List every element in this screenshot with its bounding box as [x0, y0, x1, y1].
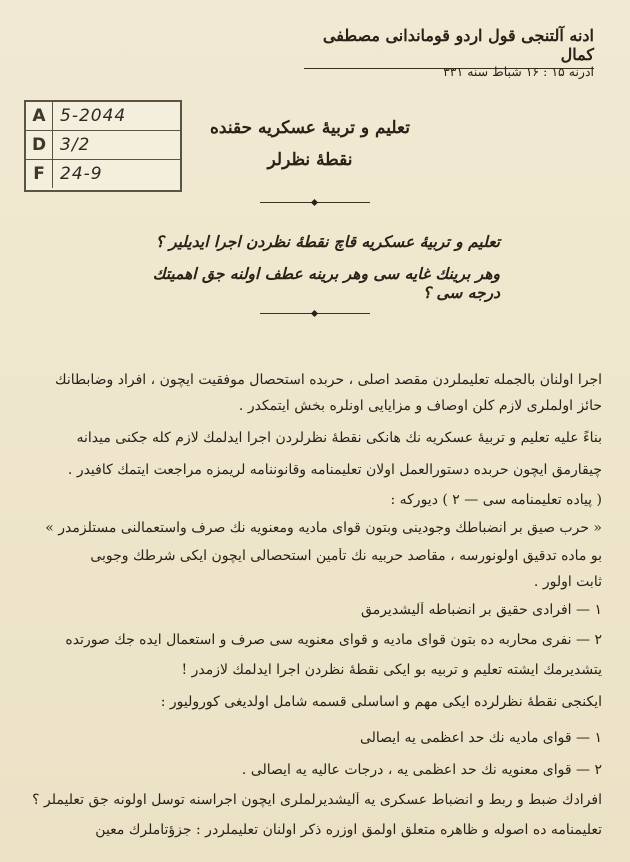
- stamp-row: [26, 160, 180, 188]
- body-line: ۱ — افرادی حقیق بر انضباطه آلیشدیرمق: [361, 602, 602, 618]
- body-line: ( پیاده تعلیمنامه سی — ۲ ) دیورکه :: [390, 492, 602, 508]
- body-line: اجرا اولنان بالجمله تعلیملردن مقصد اصلی ، حربده استحصال موفقیت ایچون ، افراد وضابطانك: [55, 372, 602, 388]
- body-line: ۱ — قوای مادیه نك حد اعظمی یه ایصالی: [359, 730, 602, 746]
- body-line: ثابت اولور .: [533, 574, 602, 590]
- document-subtitle: نقطهٔ نظرلر: [267, 150, 353, 170]
- body-line: « حرب صیق بر انضباطك وجودینی وبتون قوای مادیه ومعنویه نك صرف واستعمالنی مستلزمدر »: [45, 520, 602, 536]
- body-line: ۲ — قوای معنویه نك حد اعظمی یه ، درجات عالیه یه ایصالی .: [241, 762, 602, 778]
- stamp-row: [26, 102, 180, 131]
- stamp-value: 24-9: [60, 164, 103, 184]
- stamp-letter: A: [26, 102, 53, 130]
- question-line: تعلیم و تربیهٔ عسکریه قاچ نقطهٔ نظردن اجرا ایدیلیر ؟: [155, 232, 500, 251]
- stamp-row: [26, 131, 180, 160]
- ornamental-divider: [260, 200, 370, 206]
- body-line: بو ماده تدقیق اولونورسه ، مقاصد حربیه نك تأمین استحصالی ایچون ایکی شرطك وجوبی: [90, 548, 602, 564]
- ornamental-divider: [260, 311, 370, 317]
- body-line: بناءً علیه تعلیم و تربیهٔ عسکریه نك هانکی نقطهٔ نظرلردن اجرا ایدلمك لازم کله جکنی میدانه: [76, 430, 602, 446]
- body-line: افرادك ضبط و ربط و انضباط عسکری یه آلیشدیرلملری ایچون اجراسنه توسل اولونه جق تعلیملر ؟: [32, 792, 602, 808]
- document-title: تعلیم و تربیهٔ عسکریه حقنده: [210, 118, 410, 138]
- stamp-value: 3/2: [60, 135, 91, 155]
- body-line: چیقارمق ایچون حربده دستورالعمل اولان تعلیمنامه وقانوننامه لریمزه مراجعت ایتمك کافیدر .: [67, 462, 602, 478]
- body-line: یتشدیرمك ایشته تعلیم و تربیه بو ایکی نقطهٔ نظردن اجرا ایدلمك لازمدر !: [181, 662, 602, 678]
- header-date: ادرنه ۱۵ : ۱۶ شباط سنه ۳۳۱: [443, 64, 594, 79]
- header-title: ادنه آلتنجی قول اردو قوماندانی مصطفی کمال: [304, 26, 594, 69]
- question-line: وهر برینك غایه سی وهر برینه عطف اولنه جق اهمیتك درجه سی ؟: [152, 264, 500, 302]
- stamp-letter: D: [26, 131, 53, 159]
- body-line: تعلیمنامه ده اصوله و ظاهره متعلق اولمق اوزره ذکر اولنان تعلیملردر : جزؤتاملرك معین: [95, 822, 602, 838]
- body-line: حائز اولملری لازم کلن اوصاف و مزایایی اونلره بخش ایتمکدر .: [238, 398, 602, 414]
- body-line: ایکنجی نقطهٔ نظرلرده ایکی مهم و اساسلی قسمه شامل اولدیغی کوروليور :: [160, 694, 602, 710]
- stamp-value: 5-2044: [60, 106, 127, 126]
- archive-stamp: [24, 100, 182, 192]
- body-line: ۲ — نفری محاربه ده بتون قوای مادیه و قوای معنویه سی صرف و استعمال ایده جك صورتده: [65, 632, 602, 648]
- stamp-letter: F: [26, 160, 53, 188]
